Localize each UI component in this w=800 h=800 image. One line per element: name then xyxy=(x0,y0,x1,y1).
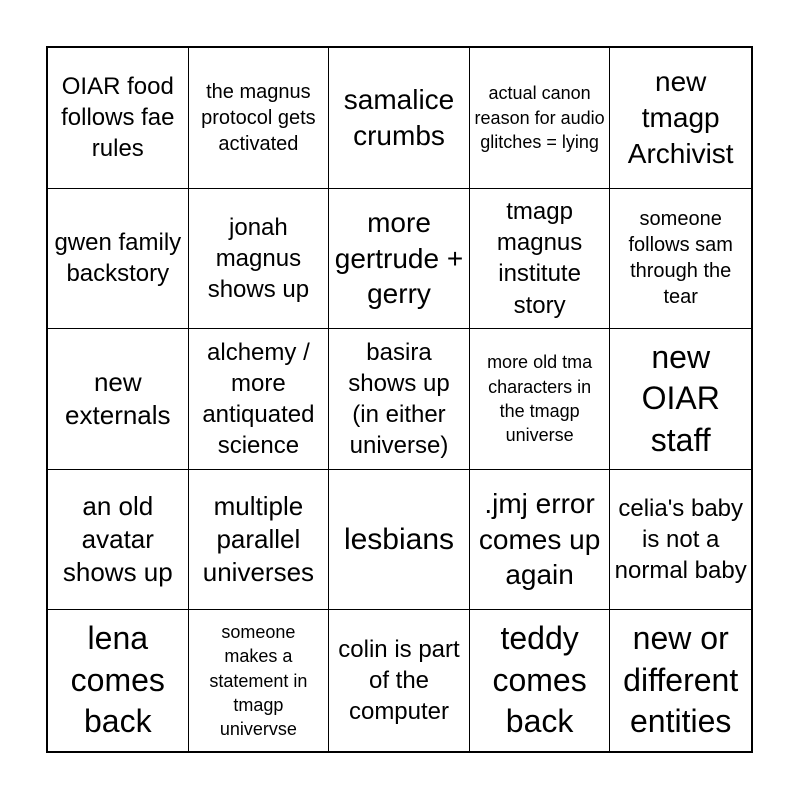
bingo-cell[interactable] xyxy=(48,189,189,330)
cell-text: samalice crumbs xyxy=(343,84,455,151)
cell-text: .jmj error comes up again xyxy=(478,488,601,591)
bingo-cell[interactable] xyxy=(470,329,611,470)
bingo-cell[interactable] xyxy=(329,189,470,330)
cell-text: OIAR food follows fae rules xyxy=(61,73,175,163)
cell-text: lena comes back xyxy=(70,620,165,740)
cell-text: the magnus protocol gets activated xyxy=(201,80,316,155)
cell-text: alchemy / more antiquated science xyxy=(202,338,315,460)
cell-text: new OIAR staff xyxy=(641,338,720,458)
cell-text: tmagp magnus institute story xyxy=(496,198,583,319)
bingo-cell[interactable] xyxy=(189,48,330,189)
cell-text: multiple parallel universes xyxy=(202,490,315,588)
cell-text: celia's baby is not a normal baby xyxy=(614,494,747,585)
bingo-cell[interactable] xyxy=(48,610,189,751)
bingo-cell[interactable] xyxy=(48,48,189,189)
bingo-cell[interactable] xyxy=(470,470,611,611)
cell-text: actual canon reason for audio glitches = lying xyxy=(474,83,605,152)
cell-text: teddy comes back xyxy=(492,620,587,740)
cell-text: someone follows sam through the tear xyxy=(628,208,733,309)
bingo-cell[interactable] xyxy=(189,189,330,330)
bingo-cell[interactable] xyxy=(470,48,611,189)
cell-text: an old avatar shows up xyxy=(62,490,173,588)
bingo-cell[interactable] xyxy=(48,470,189,611)
cell-text: new externals xyxy=(65,366,171,430)
cell-text: more old tma characters in the tmagp universe xyxy=(487,352,593,446)
bingo-cell[interactable] xyxy=(329,329,470,470)
bingo-cell[interactable] xyxy=(470,610,611,751)
bingo-cell[interactable] xyxy=(610,470,751,611)
bingo-cell[interactable] xyxy=(610,329,751,470)
cell-text: someone makes a statement in tmagp univervse xyxy=(209,621,308,740)
bingo-cell[interactable] xyxy=(329,48,470,189)
bingo-cell[interactable] xyxy=(189,329,330,470)
cell-text: lesbians xyxy=(343,523,455,557)
bingo-board xyxy=(46,46,753,753)
bingo-cell[interactable] xyxy=(189,470,330,611)
cell-text: new or different entities xyxy=(623,620,739,740)
cell-text: colin is part of the computer xyxy=(338,635,460,726)
bingo-cell[interactable] xyxy=(48,329,189,470)
bingo-cell[interactable] xyxy=(610,189,751,330)
bingo-cell[interactable] xyxy=(329,470,470,611)
cell-text: gwen family backstory xyxy=(54,229,182,288)
bingo-cell[interactable] xyxy=(189,610,330,751)
bingo-cell[interactable] xyxy=(610,610,751,751)
cell-text: jonah magnus shows up xyxy=(207,213,310,303)
cell-text: new tmagp Archivist xyxy=(627,66,734,169)
cell-text: basira shows up (in either universe) xyxy=(348,338,450,460)
bingo-cell[interactable] xyxy=(610,48,751,189)
bingo-cell[interactable] xyxy=(470,189,611,330)
bingo-cell[interactable] xyxy=(329,610,470,751)
cell-text: more gertrude + gerry xyxy=(334,207,464,310)
